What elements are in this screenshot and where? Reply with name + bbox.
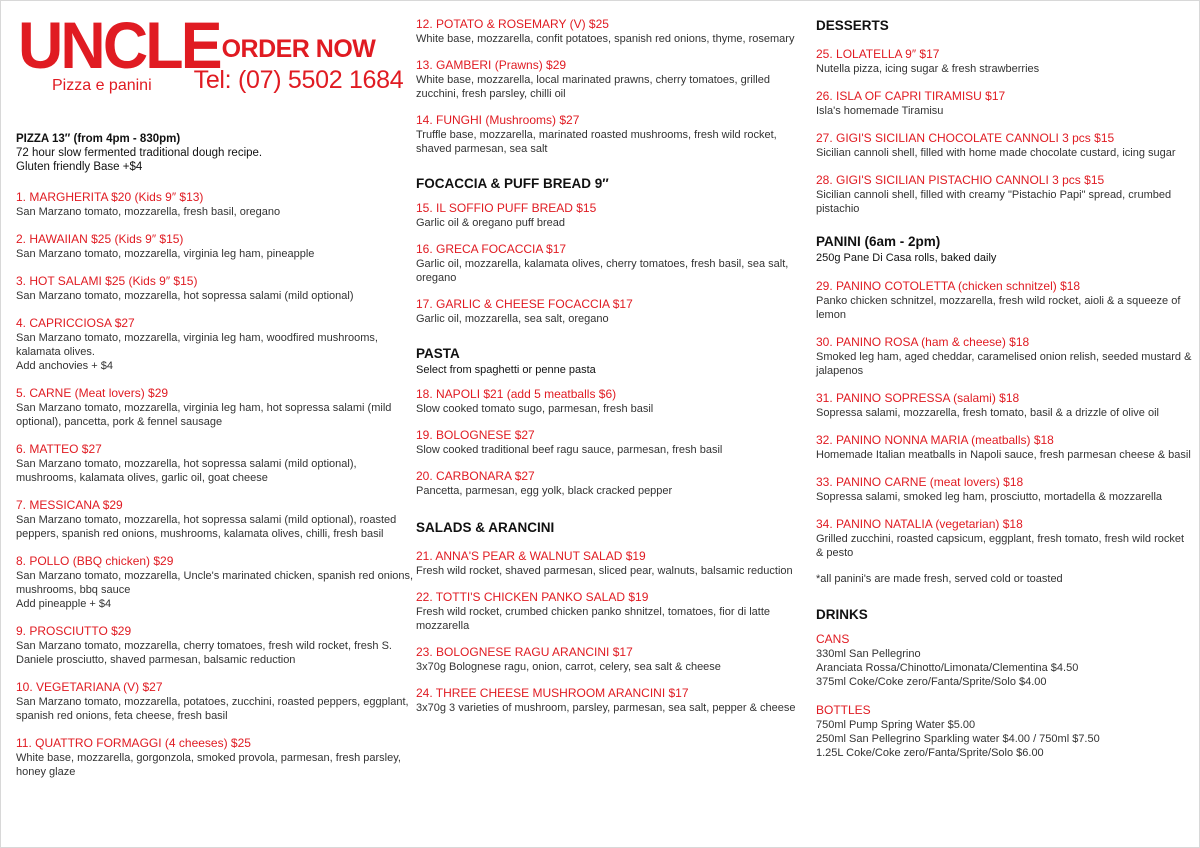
- menu-item: [16, 554, 414, 611]
- menu-item-title: 5. CARNE (Meat lovers) $29: [16, 386, 169, 400]
- menu-item-title: 33. PANINO CARNE (meat lovers) $18: [816, 475, 1024, 489]
- menu-item: [416, 645, 801, 674]
- drink-line: 330ml San Pellegrino: [816, 648, 921, 660]
- menu-item-title: 8. POLLO (BBQ chicken) $29: [16, 554, 174, 568]
- drink-line: 1.25L Coke/Coke zero/Fanta/Sprite/Solo $6.00: [816, 747, 1044, 759]
- menu-item-description: San Marzano tomato, mozzarella, Uncle's marinated chicken, spanish red onions, mushrooms, bbq sauce: [16, 570, 414, 596]
- menu-item: [816, 475, 1194, 504]
- menu-item-description: San Marzano tomato, mozzarella, fresh basil, oregano: [16, 206, 281, 218]
- logo-tagline: Pizza e panini: [52, 77, 152, 94]
- panini-note: *all panini's are made fresh, served cold or toasted: [816, 573, 1063, 585]
- order-now-title: ORDER NOW: [221, 35, 376, 63]
- pizza-info-line: Gluten friendly Base +$4: [16, 161, 143, 173]
- menu-item-description: Garlic oil, mozzarella, sea salt, oregano: [416, 313, 609, 325]
- pasta-heading: PASTA: [416, 346, 460, 361]
- menu-item-description: Isla's homemade Tiramisu: [816, 105, 944, 117]
- menu-item-title: 16. GRECA FOCACCIA $17: [416, 242, 567, 256]
- menu-item-title: 28. GIGI'S SICILIAN PISTACHIO CANNOLI 3 pcs $15: [816, 173, 1105, 187]
- menu-item-description: San Marzano tomato, mozzarella, potatoes, zucchini, roasted peppers, eggplant, spanish red onions, feta cheese, fresh basil: [16, 696, 409, 722]
- menu-item: [416, 428, 801, 457]
- drink-line: 250ml San Pellegrino Sparkling water $4.00 / 750ml $7.50: [816, 733, 1100, 745]
- menu-item: [816, 89, 1194, 118]
- menu-item-extra: Add pineapple + $4: [16, 598, 112, 610]
- menu-item-description: Fresh wild rocket, shaved parmesan, sliced pear, walnuts, balsamic reduction: [416, 565, 793, 577]
- menu-item-title: 11. QUATTRO FORMAGGI (4 cheeses) $25: [16, 736, 251, 750]
- menu-item-description: Garlic oil & oregano puff bread: [416, 217, 565, 229]
- menu-item-description: Slow cooked traditional beef ragu sauce, parmesan, fresh basil: [416, 444, 723, 456]
- menu-item: [816, 391, 1194, 420]
- menu-item-description: San Marzano tomato, mozzarella, cherry tomatoes, fresh wild rocket, fresh S. Daniele prosciutto, shaved parmesan, balsamic reduction: [16, 640, 392, 666]
- menu-item-description: Homemade Italian meatballs in Napoli sauce, fresh parmesan cheese & basil: [816, 449, 1191, 461]
- pizza-heading: PIZZA 13″ (from 4pm - 830pm): [16, 133, 181, 145]
- menu-item-description: Fresh wild rocket, crumbed chicken panko shnitzel, tomatoes, fior di latte mozzarella: [416, 606, 770, 632]
- menu-item: [416, 469, 801, 498]
- salads-heading: SALADS & ARANCINI: [416, 520, 555, 535]
- drink-line: 375ml Coke/Coke zero/Fanta/Sprite/Solo $4.00: [816, 676, 1047, 688]
- menu-item: [816, 47, 1194, 76]
- bottles-heading: BOTTLES: [816, 703, 871, 717]
- menu-item-description: Sopressa salami, smoked leg ham, prosciutto, mortadella & mozzarella: [816, 491, 1163, 503]
- panini-heading: PANINI (6am - 2pm): [816, 234, 941, 249]
- menu-item: [416, 549, 801, 578]
- menu-item-description: San Marzano tomato, mozzarella, virginia leg ham, hot sopressa salami (mild optional), pancetta, pork & fennel sausage: [16, 402, 392, 428]
- desserts-heading: DESSERTS: [816, 18, 889, 33]
- menu-item-description: San Marzano tomato, mozzarella, virginia leg ham, pineapple: [16, 248, 315, 260]
- menu-item-description: 3x70g 3 varieties of mushroom, parsley, parmesan, sea salt, pepper & cheese: [416, 702, 796, 714]
- menu-item-description: Smoked leg ham, aged cheddar, caramelised onion relish, seeded mustard & jalapenos: [816, 351, 1192, 377]
- menu-item-description: Sicilian cannoli shell, filled with creamy "Pistachio Papi" spread, crumbed pistachio: [816, 189, 1172, 215]
- menu-item: [816, 173, 1194, 216]
- menu-item-description: San Marzano tomato, mozzarella, hot sopressa salami (mild optional), roasted peppers, spanish red onions, mushrooms, kalamata olives, chilli, fresh basil: [16, 514, 397, 540]
- menu-item: [16, 442, 414, 485]
- menu-column-3: [816, 18, 1194, 768]
- menu-item: [416, 201, 801, 230]
- menu-item: [16, 624, 414, 667]
- menu-item: [416, 686, 801, 715]
- menu-column-2: [416, 17, 801, 727]
- menu-item-description: San Marzano tomato, mozzarella, hot sopressa salami (mild optional), mushrooms, kalamata olives, garlic oil, goat cheese: [16, 458, 357, 484]
- menu-item: [416, 17, 801, 46]
- panini-list: [816, 279, 1194, 560]
- menu-item-title: 23. BOLOGNESE RAGU ARANCINI $17: [416, 645, 633, 659]
- menu-item: [16, 498, 414, 541]
- menu-item: [16, 316, 414, 373]
- menu-item-title: 6. MATTEO $27: [16, 442, 102, 456]
- menu-item-title: 3. HOT SALAMI $25 (Kids 9″ $15): [16, 274, 198, 288]
- menu-item-description: Truffle base, mozzarella, marinated roasted mushrooms, fresh wild rocket, shaved parmesan, sea salt: [416, 129, 777, 155]
- menu-item-description: San Marzano tomato, mozzarella, virginia leg ham, woodfired mushrooms, kalamata olives.: [16, 332, 378, 358]
- drink-line: 750ml Pump Spring Water $5.00: [816, 719, 976, 731]
- menu-item-title: 15. IL SOFFIO PUFF BREAD $15: [416, 201, 597, 215]
- menu-item: [416, 242, 801, 285]
- menu-item-description: Sicilian cannoli shell, filled with home made chocolate custard, icing sugar: [816, 147, 1176, 159]
- menu-item: [816, 279, 1194, 322]
- order-now-block: [191, 35, 406, 95]
- focaccia-heading: FOCACCIA & PUFF BREAD 9″: [416, 176, 609, 191]
- menu-item-description: White base, mozzarella, local marinated prawns, cherry tomatoes, grilled zucchini, fresh parsley, chilli oil: [416, 74, 770, 100]
- menu-item: [416, 58, 801, 101]
- pasta-subheading: Select from spaghetti or penne pasta: [416, 364, 596, 376]
- menu-item-description: White base, mozzarella, gorgonzola, smoked provola, parmesan, fresh parsley, honey glaze: [16, 752, 401, 778]
- menu-item-title: 34. PANINO NATALIA (vegetarian) $18: [816, 517, 1023, 531]
- menu-item-title: 18. NAPOLI $21 (add 5 meatballs $6): [416, 387, 617, 401]
- menu-item-description: Slow cooked tomato sugo, parmesan, fresh basil: [416, 403, 654, 415]
- menu-item: [16, 680, 414, 723]
- menu-item: [16, 190, 414, 219]
- focaccia-list: [416, 201, 801, 326]
- menu-item-description: White base, mozzarella, confit potatoes, spanish red onions, thyme, rosemary: [416, 33, 795, 45]
- menu-item: [416, 590, 801, 633]
- menu-item-title: 14. FUNGHI (Mushrooms) $27: [416, 113, 580, 127]
- menu-item-title: 12. POTATO & ROSEMARY (V) $25: [416, 17, 609, 31]
- pizza-info: [16, 132, 262, 174]
- menu-item: [416, 387, 801, 416]
- menu-item-title: 31. PANINO SOPRESSA (salami) $18: [816, 391, 1020, 405]
- menu-item-title: 30. PANINO ROSA (ham & cheese) $18: [816, 335, 1030, 349]
- menu-item-description: Nutella pizza, icing sugar & fresh strawberries: [816, 63, 1040, 75]
- bottles-group: [816, 703, 1194, 760]
- menu-item-description: Garlic oil, mozzarella, kalamata olives, cherry tomatoes, fresh basil, sea salt, oregano: [416, 258, 789, 284]
- menu-item-title: 26. ISLA OF CAPRI TIRAMISU $17: [816, 89, 1006, 103]
- menu-item-description: Pancetta, parmesan, egg yolk, black cracked pepper: [416, 485, 673, 497]
- cans-group: [816, 632, 1194, 689]
- menu-item: [16, 736, 414, 779]
- desserts-list: [816, 47, 1194, 216]
- menu-item-title: 25. LOLATELLA 9″ $17: [816, 47, 940, 61]
- pizza-list: [16, 190, 414, 792]
- salads-list: [416, 549, 801, 715]
- menu-item-title: 32. PANINO NONNA MARIA (meatballs) $18: [816, 433, 1054, 447]
- uncle-logo: [18, 8, 220, 95]
- menu-item: [816, 131, 1194, 160]
- menu-item-title: 20. CARBONARA $27: [416, 469, 535, 483]
- menu-item-title: 19. BOLOGNESE $27: [416, 428, 535, 442]
- menu-item-title: 24. THREE CHEESE MUSHROOM ARANCINI $17: [416, 686, 689, 700]
- menu-item-extra: Add anchovies + $4: [16, 360, 113, 372]
- menu-item: [816, 335, 1194, 378]
- menu-item-title: 1. MARGHERITA $20 (Kids 9″ $13): [16, 190, 204, 204]
- menu-item: [816, 433, 1194, 462]
- menu-item-description: San Marzano tomato, mozzarella, hot sopressa salami (mild optional): [16, 290, 354, 302]
- cans-heading: CANS: [816, 632, 850, 646]
- pizza-info-line: 72 hour slow fermented traditional dough recipe.: [16, 147, 263, 159]
- drink-line: Aranciata Rossa/Chinotto/Limonata/Clementina $4.50: [816, 662, 1079, 674]
- menu-item-description: Panko chicken schnitzel, mozzarella, fresh wild rocket, aioli & a squeeze of lemon: [816, 295, 1181, 321]
- logo-wordmark: UNCLE: [18, 8, 220, 82]
- menu-item-title: 27. GIGI'S SICILIAN CHOCOLATE CANNOLI 3 pcs $15: [816, 131, 1115, 145]
- menu-item-description: Sopressa salami, mozzarella, fresh tomato, basil & a drizzle of olive oil: [816, 407, 1159, 419]
- menu-item-title: 10. VEGETARIANA (V) $27: [16, 680, 163, 694]
- menu-item-title: 22. TOTTI'S CHICKEN PANKO SALAD $19: [416, 590, 649, 604]
- menu-item: [16, 274, 414, 303]
- menu-item-title: 29. PANINO COTOLETTA (chicken schnitzel) $18: [816, 279, 1081, 293]
- menu-item: [16, 386, 414, 429]
- menu-item: [416, 297, 801, 326]
- phone-number[interactable]: Tel: (07) 5502 1684: [193, 66, 404, 94]
- menu-item-title: 4. CAPRICCIOSA $27: [16, 316, 135, 330]
- menu-item-title: 2. HAWAIIAN $25 (Kids 9″ $15): [16, 232, 184, 246]
- drinks-heading: DRINKS: [816, 607, 868, 622]
- menu-item: [816, 517, 1194, 560]
- menu-item: [416, 113, 801, 156]
- menu-item-title: 7. MESSICANA $29: [16, 498, 123, 512]
- menu-item-description: Grilled zucchini, roasted capsicum, eggplant, fresh tomato, fresh wild rocket & pesto: [816, 533, 1185, 559]
- pizza-list-continued: [416, 17, 801, 156]
- menu-item-title: 13. GAMBERI (Prawns) $29: [416, 58, 567, 72]
- menu-item-title: 9. PROSCIUTTO $29: [16, 624, 132, 638]
- menu-item-description: 3x70g Bolognese ragu, onion, carrot, celery, sea salt & cheese: [416, 661, 721, 673]
- menu-item-title: 21. ANNA'S PEAR & WALNUT SALAD $19: [416, 549, 646, 563]
- menu-item: [16, 232, 414, 261]
- menu-item-title: 17. GARLIC & CHEESE FOCACCIA $17: [416, 297, 633, 311]
- pasta-list: [416, 387, 801, 498]
- panini-subheading: 250g Pane Di Casa rolls, baked daily: [816, 252, 997, 264]
